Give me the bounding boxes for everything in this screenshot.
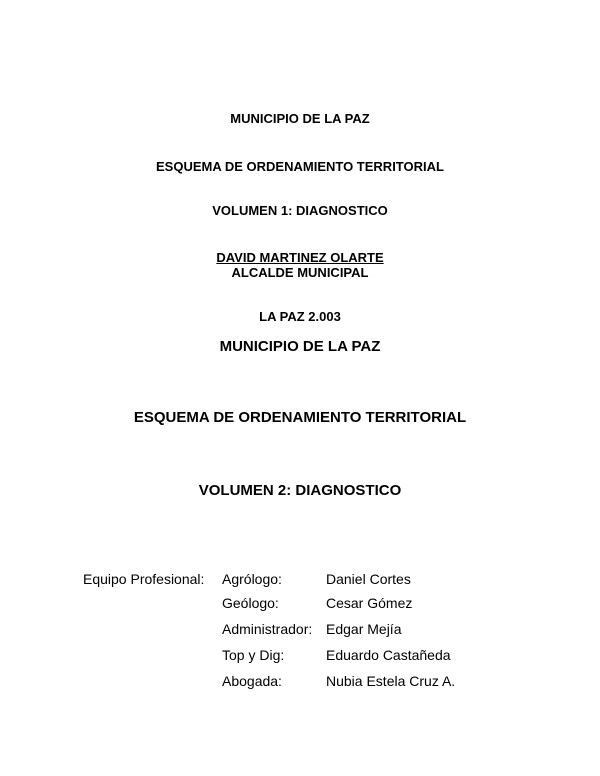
team-row xyxy=(0,647,600,667)
member-name: Nubia Estela Cruz A. xyxy=(326,673,456,689)
place-year: LA PAZ 2.003 xyxy=(259,309,341,324)
page-volume: VOLUMEN 2: DIAGNOSTICO xyxy=(198,482,402,499)
mayor-title: ALCALDE MUNICIPAL xyxy=(231,265,369,280)
cover-municipality: MUNICIPIO DE LA PAZ xyxy=(230,111,370,126)
team-row xyxy=(0,571,600,591)
member-name: Cesar Gómez xyxy=(326,595,413,611)
member-name: Edgar Mejía xyxy=(326,621,402,637)
team-row xyxy=(0,621,600,641)
member-role: Administrador: xyxy=(222,621,313,637)
member-name: Eduardo Castañeda xyxy=(326,647,451,663)
member-role: Abogada: xyxy=(222,673,282,689)
mayor-name: DAVID MARTINEZ OLARTE xyxy=(216,250,384,265)
member-role: Agrólogo: xyxy=(222,571,282,587)
member-name: Daniel Cortes xyxy=(326,571,411,587)
team-label: Equipo Profesional: xyxy=(83,571,205,587)
team-row xyxy=(0,673,600,693)
page-plan-title: ESQUEMA DE ORDENAMIENTO TERRITORIAL xyxy=(133,409,467,426)
team-row xyxy=(0,595,600,615)
member-role: Top y Dig: xyxy=(222,647,285,663)
cover-plan-title: ESQUEMA DE ORDENAMIENTO TERRITORIAL xyxy=(156,159,444,174)
cover-volume: VOLUMEN 1: DIAGNOSTICO xyxy=(212,203,388,218)
member-role: Geólogo: xyxy=(222,595,279,611)
page-municipality: MUNICIPIO DE LA PAZ xyxy=(219,338,381,355)
